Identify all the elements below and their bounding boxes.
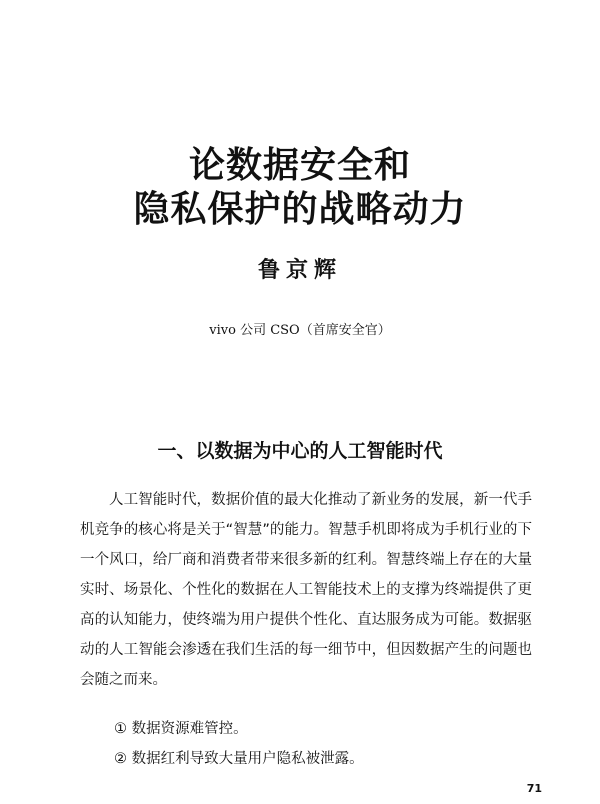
article-title-line-2: 隐私保护的战略动力 [133,188,467,230]
list-item-1: ① 数据资源难管控。 [114,721,248,737]
article-title-line-1: 论数据安全和 [188,144,411,186]
author-affiliation: vivo 公司 CSO（首席安全官） [209,323,391,338]
section-heading: 一、以数据为中心的人工智能时代 [157,440,443,462]
page-number: 71 [526,782,542,795]
author-name: 鲁京辉 [257,258,342,283]
list-item-2: ② 数据红利导致大量用户隐私被泄露。 [114,751,364,767]
body-paragraph: 人工智能时代，数据价值的最大化推动了新业务的发展，新一代手机竞争的核心将是关于“智慧”的能力。智慧手机即将成为手机行业的下一个风口，给厂商和消费者带来很多新的红利。智慧终端上存在的大量实时、场景化、个性化的数据在人工智能技术上的支撑为终端提供了更高的认知能力，使终端为用户提供个性化、直达服务成为可能。数据驱动的人工智能会渗透在我们生活的每一细节中，但因数据产生的问题也会随之而来。 [80,492,532,688]
